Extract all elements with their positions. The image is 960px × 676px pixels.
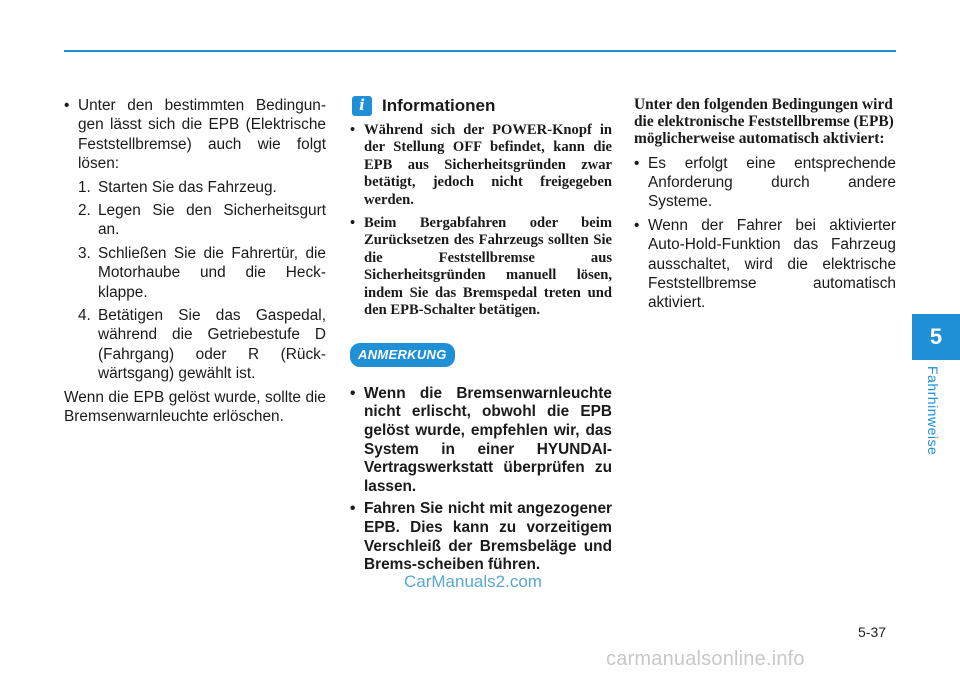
bullet-dot-icon: • xyxy=(350,122,356,138)
column-right xyxy=(634,96,896,317)
column-middle xyxy=(350,96,612,579)
info-icon: i xyxy=(352,96,372,116)
step-number: 2. xyxy=(78,202,91,220)
info-item-text: Beim Bergabfahren oder beim Zurücksetzen des Fahrzeugs sollten Sie die Feststellbremse aus Sicherheitsgründen manuell lösen, indem Sie das Bremspedal treten und den EPB-Schalter betätigen. xyxy=(364,215,612,319)
info-list xyxy=(350,122,612,319)
step-text: Schließen Sie die Fahrertür, die Motorhaube und die Heck-klappe. xyxy=(98,244,326,301)
step-text: Legen Sie den Sicherheitsgurt an. xyxy=(98,202,326,239)
condition-text: Wenn der Fahrer bei aktivierter Auto-Hold-Funktion das Fahrzeug ausschaltet, wird die elektrische Feststellbremse automatisch aktiviert. xyxy=(648,216,896,312)
note-item-text: Wenn die Bremsenwarnleuchte nicht erlischt, obwohl die EPB gelöst wurde, empfehlen wir, das System in einer HYUNDAI-Vertragswerkstatt überprüfen zu lassen. xyxy=(364,384,612,495)
condition-item xyxy=(634,154,896,212)
bullet-dot-icon: • xyxy=(634,154,640,172)
info-item xyxy=(350,122,612,209)
bullet-dot-icon: • xyxy=(634,216,640,234)
info-title: Informationen xyxy=(382,96,496,116)
note-badge: ANMERKUNG xyxy=(350,343,455,366)
step-number: 1. xyxy=(78,178,91,196)
intro-text: Unter den bestimmten Bedingun-gen lässt sich die EPB (Elektrische Feststellbremse) auch wie folgt lösen: xyxy=(78,97,326,173)
step-item xyxy=(64,178,326,197)
bullet-dot-icon: • xyxy=(350,384,356,402)
watermark-link[interactable]: CarManuals2.com xyxy=(404,572,542,591)
condition-item xyxy=(634,216,896,313)
step-text: Starten Sie das Fahrzeug. xyxy=(98,178,277,196)
step-item xyxy=(64,201,326,240)
step-text: Betätigen Sie das Gaspedal, während die Getriebestufe D (Fahrgang) oder R (Rück-wärtsgang) gewählt ist. xyxy=(98,307,326,383)
info-item-text: Während sich der POWER-Knopf in der Stellung OFF befindet, kann die EPB aus Sicherheitsgründen zwar betätigt, jedoch nicht freigegeben werden. xyxy=(364,122,612,208)
section-heading: Unter den folgenden Bedingungen wird die elektronische Feststellbremse (EPB) möglicherweise automatisch aktiviert: xyxy=(634,96,894,148)
column-left xyxy=(64,96,326,427)
step-number: 4. xyxy=(78,307,91,325)
note-item xyxy=(350,385,612,497)
intro-bullet xyxy=(64,96,326,174)
note-item xyxy=(350,500,612,574)
bullet-dot-icon: • xyxy=(350,215,356,232)
chapter-label: Fahrhinweise xyxy=(925,366,941,456)
note-item-text: Fahren Sie nicht mit angezogener EPB. Dies kann zu vorzeitigem Verschleiß der Bremsbeläge und Brems-scheiben führen. xyxy=(364,500,612,574)
closing-paragraph: Wenn die EPB gelöst wurde, sollte die Bremsenwarnleuchte erlöschen. xyxy=(64,388,326,426)
info-header xyxy=(350,96,612,116)
header-rule xyxy=(64,50,896,52)
bullet-dot-icon: • xyxy=(64,97,70,114)
note-list xyxy=(350,385,612,575)
chapter-number-tab: 5 xyxy=(912,314,960,360)
condition-text: Es erfolgt eine entsprechende Anforderung durch andere Systeme. xyxy=(648,154,896,211)
step-item xyxy=(64,244,326,302)
step-item xyxy=(64,306,326,384)
site-watermark: carmanualsonline.info xyxy=(606,648,805,670)
page-number: 5-37 xyxy=(858,624,887,640)
step-number: 3. xyxy=(78,244,91,262)
bullet-dot-icon: • xyxy=(350,500,356,518)
info-item xyxy=(350,215,612,319)
